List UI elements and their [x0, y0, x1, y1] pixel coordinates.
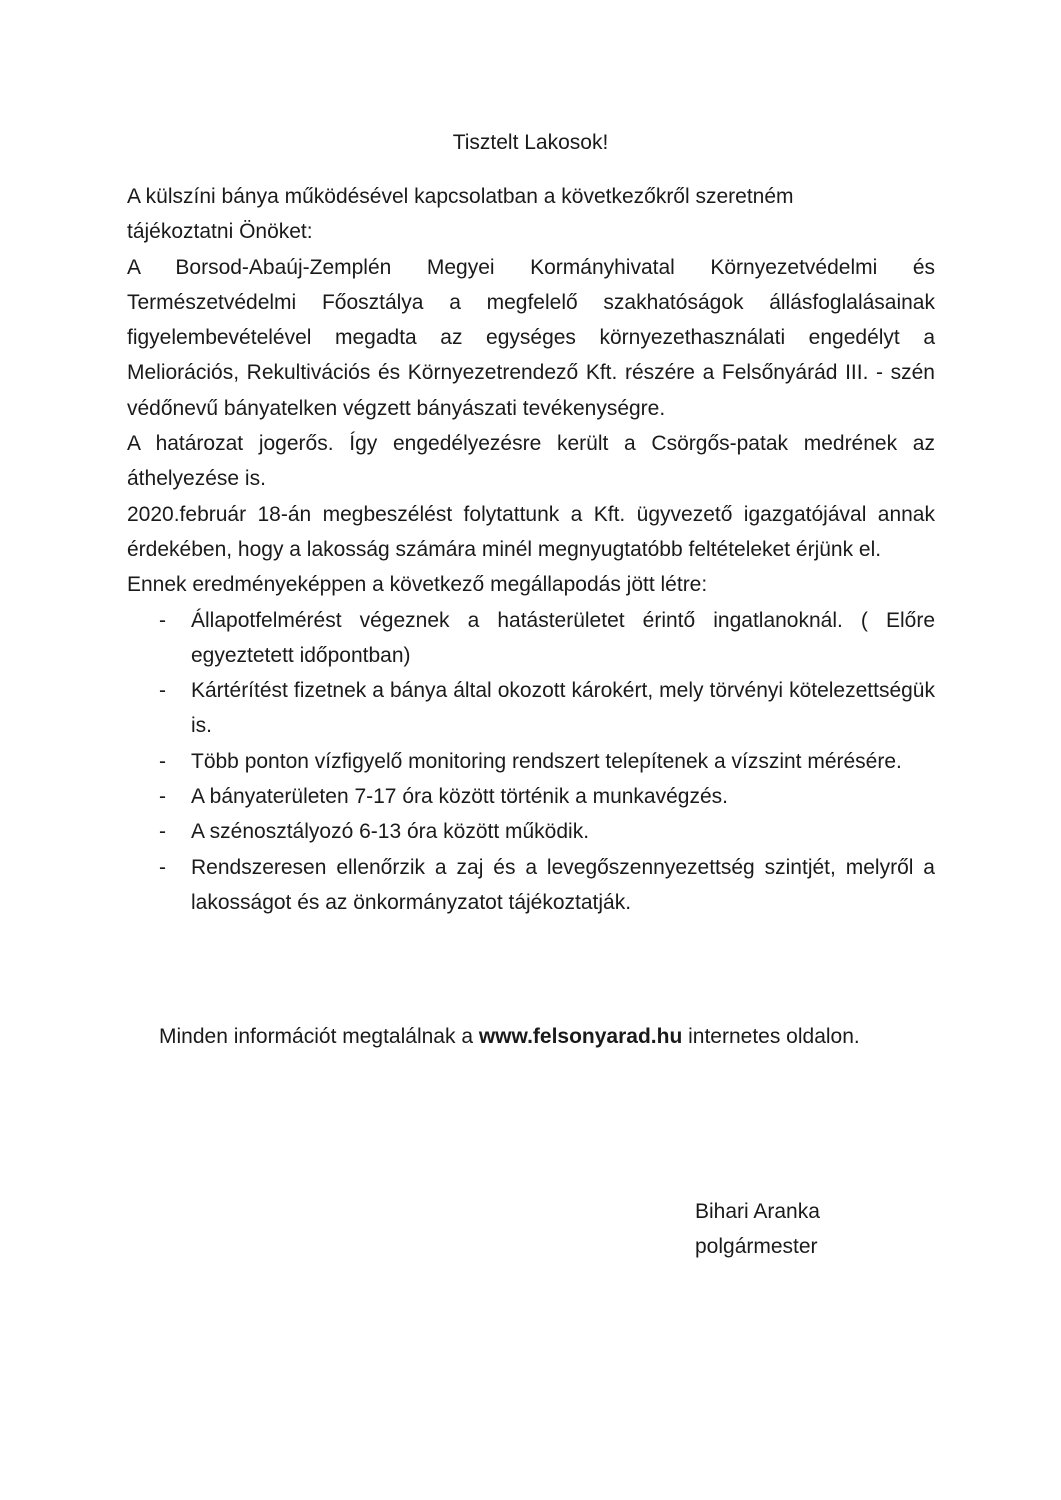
meeting-paragraph: 2020.február 18-án megbeszélést folytattunk a Kft. ügyvezető igazgatójával annak érdekében, hogy a lakosság számára minél megnyugtatóbb feltételeket érjünk el.: [127, 502, 935, 561]
bullet-dash: -: [159, 749, 166, 773]
website-notice-before: Minden információt megtalálnak a: [159, 1025, 479, 1048]
list-item-text: Több ponton vízfigyelő monitoring rendszert telepítenek a vízszint mérésére.: [191, 749, 902, 773]
bullet-dash: -: [159, 679, 166, 703]
bullet-dash: -: [159, 785, 166, 809]
signatory-title: polgármester: [695, 1235, 818, 1258]
list-item: [127, 814, 935, 849]
list-item-text: Rendszeresen ellenőrzik a zaj és a levegőszennyezettség szintjét, melyről a lakosságot és az önkormányzatot tájékoztatják.: [191, 855, 935, 914]
signature-block: [695, 1194, 820, 1264]
permit-paragraph: A Borsod-Abaúj-Zemplén Megyei Kormányhivatal Környezetvédelmi és Természetvédelmi Főosztálya a megfelelő szakhatóságok állásfoglalásainak figyelembevételével megadta az egységes környezethasználati engedélyt a Meliorációs, Rekultivációs és Környezetrendező Kft. részére a Felsőnyárád III. - szén védőnevű bányatelken végzett bányászati tevékenységre.: [127, 255, 935, 420]
bullet-dash: -: [159, 855, 166, 879]
letter-greeting: Tisztelt Lakosok!: [452, 131, 609, 154]
website-notice-after: internetes oldalon.: [682, 1025, 860, 1048]
agreement-intro: Ennek eredményeképpen a következő megállapodás jött létre:: [127, 573, 708, 597]
list-item-text: Állapotfelmérést végeznek a hatásterületet érintő ingatlanoknál. ( Előre egyeztetett időpontban): [191, 608, 935, 667]
letter-body: [127, 179, 935, 920]
list-item-text: A szénosztályozó 6-13 óra között működik.: [191, 820, 590, 844]
bullet-dash: -: [159, 608, 166, 632]
list-item: [127, 673, 935, 744]
intro-paragraph: A külszíni bánya működésével kapcsolatban a következőkről szeretném tájékoztatni Önöket:: [127, 185, 794, 244]
list-item: [127, 744, 935, 779]
website-notice: [159, 1019, 860, 1054]
bullet-dash: -: [159, 820, 166, 844]
list-item-text: Kártérítést fizetnek a bánya által okozott károkért, mely törvényi kötelezettségük is.: [191, 679, 935, 738]
list-item: [127, 603, 935, 674]
signatory-name: Bihari Aranka: [695, 1200, 820, 1223]
list-item: [127, 850, 935, 921]
list-item-text: A bányaterületen 7-17 óra között történik a munkavégzés.: [191, 785, 728, 809]
agreement-list: [127, 603, 935, 921]
website-link[interactable]: www.felsonyarad.hu: [478, 1025, 683, 1048]
list-item: [127, 779, 935, 814]
final-decision-paragraph: A határozat jogerős. Így engedélyezésre került a Csörgős-patak medrének az áthelyezése is.: [127, 432, 935, 491]
